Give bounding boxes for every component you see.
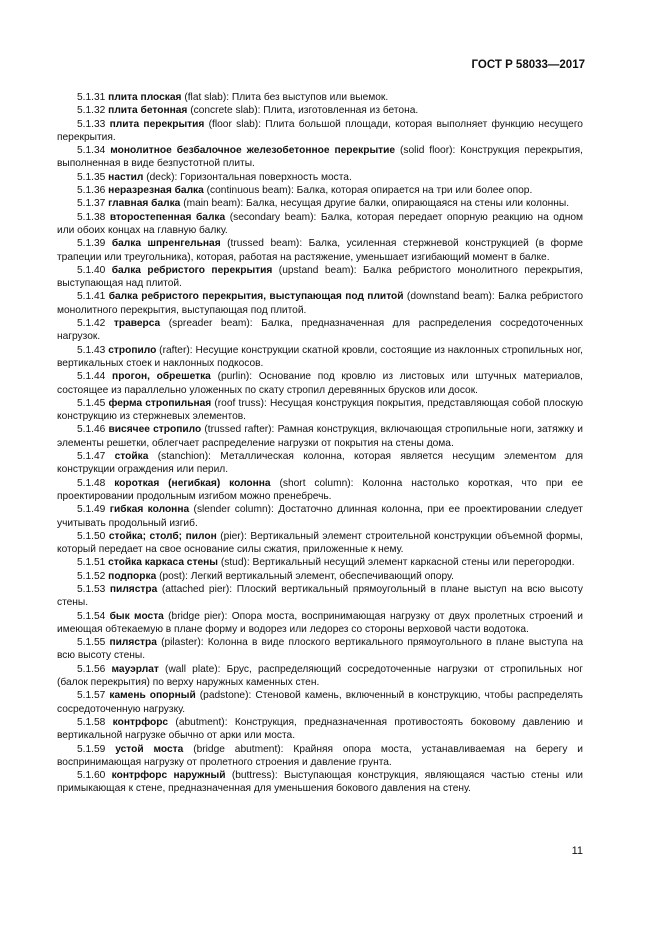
entry-term: гибкая колонна — [109, 504, 190, 516]
term-entry — [57, 556, 583, 569]
term-entry — [57, 317, 583, 344]
term-entry — [57, 423, 583, 450]
entry-term: прогон, обрешетка — [112, 371, 211, 383]
entry-number: 5.1.52 — [77, 570, 106, 582]
entry-definition: (trussed rafter): Рамная конструкция, включающая стропильные ноги, затяжку и элементы решетки, облегчает распределение нагрузки от покрытия на стены дома. — [57, 424, 583, 449]
entry-term: плита плоская — [108, 92, 182, 103]
entry-definition: (flat slab): Плита без выступов или выемок. — [181, 92, 389, 103]
term-entry — [57, 171, 583, 184]
entry-term: стропило — [108, 344, 157, 356]
entry-definition: (continuous beam): Балка, которая опирается на три или более опор. — [203, 185, 533, 197]
entry-number: 5.1.55 — [77, 637, 106, 649]
term-entry — [57, 769, 583, 796]
entry-term: устой моста — [115, 743, 184, 755]
entry-term: балка ребристого перекрытия — [111, 264, 273, 276]
page-number: 11 — [571, 845, 583, 857]
entry-term: короткая (негибкая) колонна — [114, 477, 271, 489]
entry-definition: (abutment): Конструкция, предназначенная противостоять боковому давлению и вертикальной нагрузке обычно от арки или моста. — [57, 716, 583, 742]
entry-term: мауэрлат — [111, 663, 159, 675]
entry-number: 5.1.45 — [77, 397, 106, 409]
term-entry — [57, 197, 583, 210]
entry-term: пилястра — [109, 637, 157, 649]
entry-term: плита бетонная — [108, 105, 188, 117]
entry-term: подпорка — [108, 570, 157, 582]
entry-definition: (attached pier): Плоский вертикальный прямоугольный в плане выступ на всю высоту стены. — [57, 583, 583, 609]
entry-definition: (concrete slab): Плита, изготовленная из бетона. — [187, 105, 419, 117]
entry-definition: (purlin): Основание под кровлю из листовых или штучных материалов, состоящее из параллельно уложенных по скату стропил деревянных брусков или досок. — [57, 371, 583, 396]
entry-definition: (rafter): Несущие конструкции скатной кровли, состоящие из наклонных стропильных ног, вертикальных стоек и наклонных подкосов. — [57, 344, 583, 369]
entry-definition: (roof truss): Несущая конструкция покрытия, представляющая собой плоскую конструкцию из стержневых элементов. — [57, 397, 583, 423]
entry-definition: (downstand beam): Балка ребристого монолитного перекрытия, выступающая под плитой. — [57, 291, 583, 316]
entry-term: контрфорс — [112, 716, 169, 728]
term-entry — [57, 570, 583, 583]
term-entry — [57, 118, 583, 145]
term-entry — [57, 450, 583, 477]
entry-number: 5.1.40 — [77, 264, 106, 276]
entry-number: 5.1.54 — [77, 610, 106, 622]
term-entry — [57, 290, 583, 317]
term-entry — [57, 610, 583, 637]
document-code: ГОСТ Р 58033—2017 — [471, 59, 585, 71]
entry-number: 5.1.32 — [77, 105, 106, 117]
entry-term: неразрезная балка — [108, 185, 204, 197]
term-entry — [57, 211, 583, 238]
entry-number: 5.1.33 — [77, 118, 106, 130]
entry-term: плита перекрытия — [109, 118, 205, 130]
entry-definition: (floor slab): Плита большой площади, которая выполняет функцию несущего перекрытия. — [57, 118, 583, 143]
entry-term: главная балка — [108, 198, 181, 210]
term-entry — [57, 264, 583, 291]
entry-number: 5.1.46 — [77, 424, 106, 436]
entry-number: 5.1.53 — [77, 583, 106, 595]
entry-number: 5.1.59 — [77, 743, 106, 755]
term-entry — [57, 743, 583, 770]
term-entry — [57, 344, 583, 371]
entry-term: пилястра — [109, 583, 158, 595]
entry-number: 5.1.43 — [77, 344, 106, 356]
term-entry — [57, 184, 583, 197]
terms-list — [57, 91, 583, 796]
entry-number: 5.1.34 — [77, 145, 106, 157]
entry-number: 5.1.42 — [77, 318, 106, 330]
entry-number: 5.1.48 — [77, 477, 106, 489]
entry-definition: (buttress): Выступающая конструкция, являющаяся частью стены или примыкающая к стене, предназначенная для уменьшения бокового давления на стену. — [57, 770, 583, 795]
entry-number: 5.1.47 — [77, 451, 106, 463]
entry-definition: (bridge pier): Опора моста, воспринимающая нагрузку от двух пролетных строений и имеющая обтекаемую в плане форму и водорез или ледорез со стороны верховой части водотока. — [57, 610, 583, 635]
entry-definition: (pilaster): Колонна в виде плоского вертикального прямоугольного в плане выступа на всю высоту стены. — [57, 637, 583, 662]
entry-number: 5.1.44 — [77, 371, 106, 383]
term-entry — [57, 530, 583, 557]
term-entry — [57, 91, 583, 104]
entry-definition: (wall plate): Брус, распределяющий сосредоточенные нагрузки от стропильных ног (балок перекрытия) по верху наружных каменных стен. — [57, 663, 583, 689]
entry-term: настил — [108, 171, 144, 183]
entry-definition: (main beam): Балка, несущая другие балки, опирающаяся на стены или колонны. — [180, 198, 570, 210]
entry-definition: (stanchion): Металлическая колонна, которая является несущим элементом для конструкции ограждения или перил. — [57, 451, 583, 476]
entry-number: 5.1.35 — [77, 171, 106, 183]
entry-number: 5.1.60 — [77, 770, 106, 782]
entry-number: 5.1.36 — [77, 185, 106, 197]
term-entry — [57, 397, 583, 424]
entry-number: 5.1.58 — [77, 716, 106, 728]
term-entry — [57, 716, 583, 743]
entry-definition: (spreader beam): Балка, предназначенная для распределения сосредоточенных нагрузок. — [57, 318, 583, 343]
entry-term: контрфорс наружный — [111, 770, 226, 782]
term-entry — [57, 477, 583, 504]
entry-term: балка ребристого перекрытия, выступающая под плитой — [108, 291, 404, 303]
entry-definition: (stud): Вертикальный несущий элемент каркасной стены или перегородки. — [218, 557, 575, 569]
entry-number: 5.1.51 — [77, 557, 106, 569]
entry-definition: (bridge abutment): Крайняя опора моста, устанавливаемая на берегу и воспринимающая нагрузку от пролетного строения и давление грунта. — [57, 743, 583, 768]
entry-definition: (solid floor): Конструкция перекрытия, выполненная в виде безпустотной плиты. — [57, 145, 583, 170]
entry-number: 5.1.31 — [77, 92, 106, 103]
entry-term: стойка каркаса стены — [108, 557, 218, 569]
term-entry — [57, 663, 583, 690]
entry-definition: (post): Легкий вертикальный элемент, обеспечивающий опору. — [156, 570, 454, 582]
term-entry — [57, 144, 583, 171]
term-entry — [57, 503, 583, 530]
term-entry — [57, 104, 583, 117]
term-entry — [57, 689, 583, 716]
entry-number: 5.1.37 — [77, 198, 106, 210]
entry-number: 5.1.56 — [77, 663, 106, 675]
entry-definition: (upstand beam): Балка ребристого монолитного перекрытия, выступающая над плитой. — [57, 264, 583, 290]
entry-number: 5.1.39 — [77, 238, 106, 250]
entry-definition: (pier): Вертикальный элемент строительной конструкции объемной формы, который передает на свое основание силы сжатия, приложенные к нему. — [57, 530, 583, 556]
entry-term: камень опорный — [109, 690, 196, 702]
entry-definition: (deck): Горизонтальная поверхность моста. — [143, 171, 352, 183]
entry-number: 5.1.38 — [77, 211, 106, 223]
entry-term: бык моста — [109, 610, 164, 622]
entry-definition: (slender column): Достаточно длинная колонна, при ее проектировании следует учитывать продольный изгиб. — [57, 504, 583, 529]
entry-term: ферма стропильная — [108, 397, 212, 409]
entry-definition: (short column): Колонна настолько короткая, что при ее проектировании продольным изгибом можно пренебречь. — [57, 477, 583, 502]
entry-term: второстепенная балка — [109, 211, 226, 223]
entry-term: стойка; столб; пилон — [108, 530, 217, 542]
entry-term: висячее стропило — [108, 424, 202, 436]
term-entry — [57, 237, 583, 264]
entry-number: 5.1.57 — [77, 690, 106, 702]
entry-number: 5.1.50 — [77, 530, 106, 542]
entry-term: монолитное безбалочное железобетонное перекрытие — [110, 145, 396, 157]
entry-number: 5.1.41 — [77, 291, 106, 303]
entry-term: траверса — [113, 318, 161, 330]
term-entry — [57, 370, 583, 397]
entry-term: стойка — [114, 451, 149, 463]
entry-definition: (trussed beam): Балка, усиленная стержневой конструкцией (в форме трапеции или треугольника), которая, работая на растяжение, уменьшает изгибающий момент в балке. — [57, 238, 583, 263]
entry-definition: (padstone): Стеновой камень, включенный в конструкцию, чтобы распределять сосредоточенную нагрузку. — [57, 690, 583, 715]
term-entry — [57, 636, 583, 663]
entry-term: балка шпренгельная — [111, 238, 221, 250]
entry-definition: (secondary beam): Балка, которая передает опорную реакцию на одном или обоих концах на главную балку. — [57, 211, 583, 236]
entry-number: 5.1.49 — [77, 504, 106, 516]
term-entry — [57, 583, 583, 610]
